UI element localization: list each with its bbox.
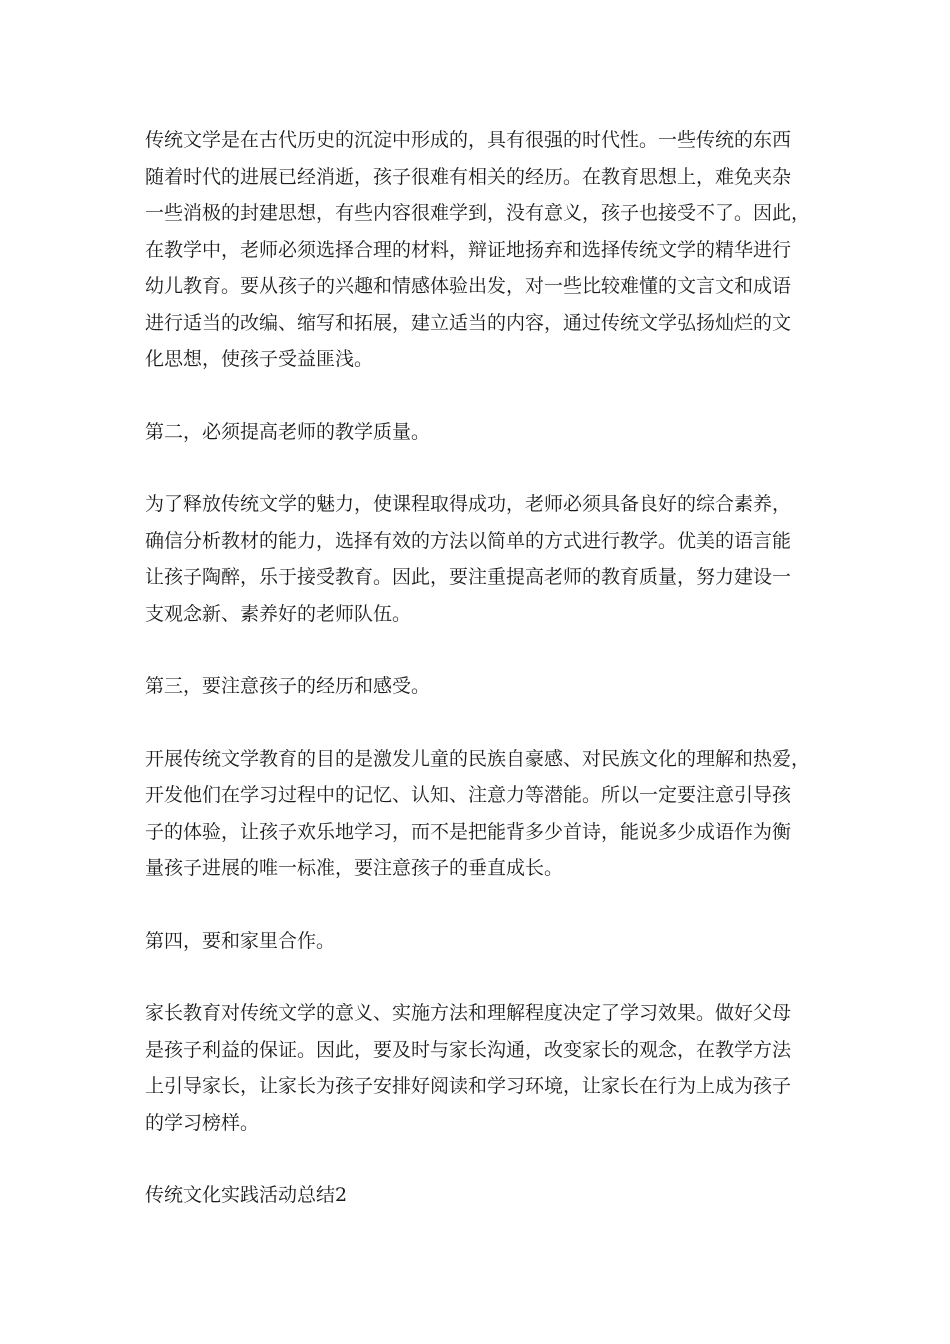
heading-text: 第二，必须提高老师的教学质量。	[145, 420, 431, 443]
paragraph-4	[145, 995, 810, 1141]
text-line: 是孩子利益的保证。因此，要及时与家长沟通，改变家长的观念，在教学方法	[145, 1038, 792, 1061]
text-line: 为了释放传统文学的魅力，使课程取得成功，老师必须具备良好的综合素养，	[145, 493, 792, 515]
text-line: 传统文学是在古代历史的沉淀中形成的，具有很强的时代性。一些传统的东西	[145, 129, 792, 151]
section-title-2	[145, 1177, 810, 1214]
text-line: 开展传统文学教育的目的是激发儿童的民族自豪感、对民族文化的理解和热爱，	[145, 747, 811, 770]
paragraph-3	[145, 741, 810, 887]
text-line: 子的体验，让孩子欢乐地学习，而不是把能背多少首诗，能说多少成语作为衡	[145, 820, 792, 843]
paragraph-1	[145, 122, 810, 378]
text-line: 确信分析教材的能力，选择有效的方法以简单的方式进行教学。优美的语言能	[145, 529, 792, 552]
text-line: 支观念新、素养好的老师队伍。	[145, 602, 412, 625]
text-line: 让孩子陶醉，乐于接受教育。因此，要注重提高老师的教育质量，努力建设一	[145, 566, 792, 588]
heading-text: 第四，要和家里合作。	[145, 929, 336, 952]
section-heading-4	[145, 923, 810, 960]
text-line: 在教学中，老师必须选择合理的材料，辩证地扬弃和选择传统文学的精华进行	[145, 238, 792, 261]
text-line: 化思想，使孩子受益匪浅。	[145, 348, 374, 370]
text-line: 进行适当的改编、缩写和拓展，建立适当的内容，通过传统文学弘扬灿烂的文	[145, 311, 792, 334]
paragraph-2	[145, 486, 810, 632]
text-line: 的学习榜样。	[145, 1111, 260, 1134]
text-line: 随着时代的进展已经消逝，孩子很难有相关的经历。在教育思想上，难免夹杂	[145, 165, 792, 188]
heading-text: 第三，要注意孩子的经历和感受。	[145, 675, 431, 697]
section-heading-3	[145, 668, 810, 705]
text-line: 幼儿教育。要从孩子的兴趣和情感体验出发，对一些比较难懂的文言文和成语	[145, 275, 792, 297]
text-line: 量孩子进展的唯一标准，要注意孩子的垂直成长。	[145, 857, 564, 879]
heading-text: 传统文化实践活动总结2	[145, 1184, 348, 1206]
text-line: 上引导家长，让家长为孩子安排好阅读和学习环境，让家长在行为上成为孩子	[145, 1075, 792, 1097]
text-line: 开发他们在学习过程中的记忆、认知、注意力等潜能。所以一定要注意引导孩	[145, 784, 792, 806]
section-heading-2	[145, 414, 810, 451]
text-line: 家长教育对传统文学的意义、实施方法和理解程度决定了学习效果。做好父母	[145, 1002, 792, 1024]
text-line: 一些消极的封建思想，有些内容很难学到，没有意义，孩子也接受不了。因此，	[145, 202, 811, 224]
document-body	[145, 122, 810, 1250]
